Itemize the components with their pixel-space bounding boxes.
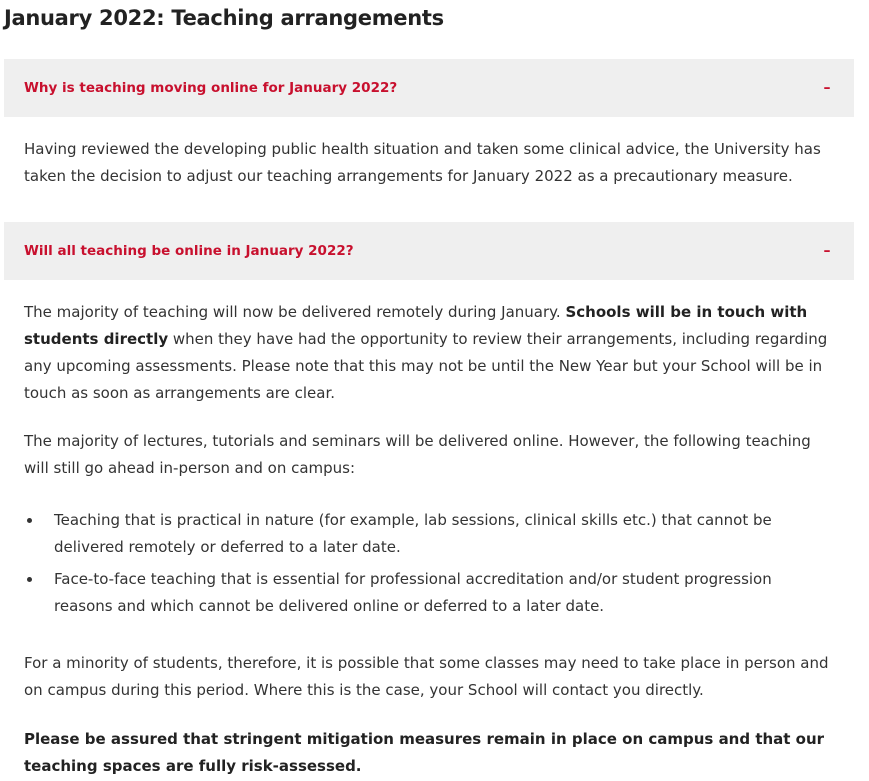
- bullet-icon: [27, 577, 32, 582]
- bold-text: Schools will be in touch with students directly: [24, 303, 808, 348]
- accordion-header-all-online[interactable]: [4, 222, 854, 280]
- accordion-question: Why is teaching moving online for January 2022?: [24, 80, 398, 96]
- list-item: [24, 507, 834, 561]
- accordion-answer-why-online: Having reviewed the developing public health situation and taken some clinical advice, the University has taken the decision to adjust our teaching arrangements for January 2022 as a precautionary measure.: [24, 140, 821, 185]
- accordion-question: Will all teaching be online in January 2022?: [24, 243, 354, 259]
- bullet-list: [24, 507, 834, 625]
- bold-text: Please be assured that stringent mitigation measures remain in place on campus and that our teaching spaces are fully risk-assessed.: [24, 730, 825, 775]
- collapse-icon[interactable]: –: [823, 243, 831, 259]
- text-span: when they have had the opportunity to review their arrangements, including regarding any upcoming assessments. Please note that this may not be until the New Year but your School will be in touch as soon as arrangements are clear.: [24, 330, 828, 402]
- bullet-icon: [27, 518, 32, 523]
- list-item-text: Teaching that is practical in nature (for example, lab sessions, clinical skills etc.) that cannot be delivered remotely or deferred to a later date.: [54, 511, 772, 556]
- paragraph-mitigation: [24, 726, 829, 780]
- paragraph-online-delivery: The majority of lectures, tutorials and seminars will be delivered online. However, the following teaching will still go ahead in-person and on campus:: [24, 432, 811, 477]
- list-item: [24, 566, 834, 620]
- page-title: January 2022: Teaching arrangements: [4, 6, 444, 30]
- list-item-text: Face-to-face teaching that is essential for professional accreditation and/or student progression reasons and which cannot be delivered online or deferred to a later date.: [54, 570, 772, 615]
- collapse-icon[interactable]: –: [823, 80, 831, 96]
- text-span: The majority of teaching will now be delivered remotely during January.: [24, 303, 566, 321]
- paragraph-remote-delivery: [24, 299, 829, 407]
- accordion-header-why-online[interactable]: [4, 59, 854, 117]
- paragraph-minority-students: For a minority of students, therefore, it is possible that some classes may need to take place in person and on campus during this period. Where this is the case, your School will contact you directly.: [24, 654, 829, 699]
